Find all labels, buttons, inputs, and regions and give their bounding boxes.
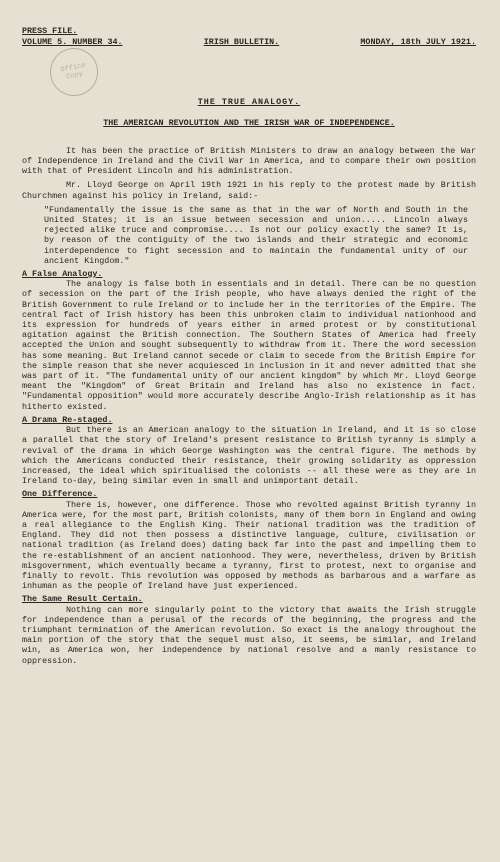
intro-paragraph-1: It has been the practice of British Ministers to draw an analogy between the War of Independence in Ireland and the Civil War in America, and to compare their own position with that of President Lincoln and his administration. — [22, 145, 476, 177]
bulletin-header — [22, 37, 476, 47]
section-heading-false-analogy: A False Analogy. — [22, 269, 103, 280]
section-text-false-analogy: The analogy is false both in essentials and in detail. There can be no question of secession on the part of the Irish people, who have always denied the right of the British Government to rule Ireland or to include her in the territories of the Empire. The central fact of Irish history has been this unbroken claim to individual nationhood and its expression for hundreds of years either in armed protest or by constitutional agitation against the British connection. The Southern States of America had freely accepted the Union and sought subsequently to withdraw from it. There the word secession has some meaning. But Ireland cannot secede or claim to secede from the British Empire for the simple reason that she never acquiesced in inclusion in it and never admitted that she was part of it. "The fundamental unity of our ancient kingdom" by which Mr. Lloyd George meant the "Kingdom" of Great Britain and Ireland has also no existence in fact. "Fundamental opposition" would more accurately describe Anglo-Irish relationship as it has hitherto existed. — [22, 279, 476, 412]
press-file-label: PRESS FILE. — [22, 26, 78, 36]
section-text-same-result: Nothing can more singularly point to the victory that awaits the Irish struggle for independence than a perusal of the records of the beginning, the progress and the triumphant termination of the American revolution. So exact is the analogy throughout the main portion of the story that the sequel must also, it seems, be similar, and Ireland win, as America won, her independence by national resolve and a manly resistance to oppression. — [22, 604, 476, 666]
volume-number: VOLUME 5. NUMBER 34. — [22, 37, 123, 48]
section-text-one-difference: There is, however, one difference. Those who revolted against British tyranny in America were, for the most part, British colonists, many of them born in England and owing a real allegiance to the English King. Their national tradition was the tradition of England. They did not then possess a distinctive language, culture, civilisation or national tradition (as Ireland does) dating back far into the past and impelling them to the re-establishment of an ancient nationhood. They were, nevertheless, driven by British misgovernment, which eventually became a tyranny, first to protest, next to organise and finally to revolt. This revolution was opposed by methods as barbarous and a warfare as inhuman as the people of Ireland have just experienced. — [22, 499, 476, 592]
section-heading-one-difference: One Difference. — [22, 489, 98, 500]
article-subtitle: THE AMERICAN REVOLUTION AND THE IRISH WAR OF INDEPENDENCE. — [103, 117, 395, 128]
stamp-text: Office Copy — [60, 61, 87, 82]
lloyd-george-quote: "Fundamentally the issue is the same as that in the war of North and South in the United States; it is an issue between secession and union..... Lincoln always rejected alike truce and compromise.... Is not our policy exactly the same? It is, by reason of the contiguity of the two islands and their strategic and economic interdependence to fight secession and to maintain the fundamental unity of our ancient Kingdom." — [44, 204, 468, 266]
office-copy-stamp — [46, 44, 103, 101]
article-title: THE TRUE ANALOGY. — [197, 97, 301, 108]
publication-name: IRISH BULLETIN. — [203, 37, 280, 48]
section-text-drama-restaged: But there is an American analogy to the situation in Ireland, and it is so close a parallel that the story of Ireland's present resistance to British tyranny is simply a revival of the drama in which George Washington was the central figure. The methods by which the Americans conducted their resistance, their growing solidarity as oppression increased, the ideal which spiritualised the colonists -- all these were as they are in Ireland to-day, being similar even in small and unimportant detail. — [22, 425, 476, 487]
section-heading-same-result: The Same Result Certain. — [22, 594, 143, 605]
intro-paragraph-2: Mr. Lloyd George on April 19th 1921 in his reply to the protest made by British Churchmen against his policy in Ireland, said:- — [22, 180, 476, 201]
section-heading-drama-restaged: A Drama Re-staged. — [22, 414, 113, 425]
issue-date: MONDAY, 18th JULY 1921. — [360, 37, 476, 48]
